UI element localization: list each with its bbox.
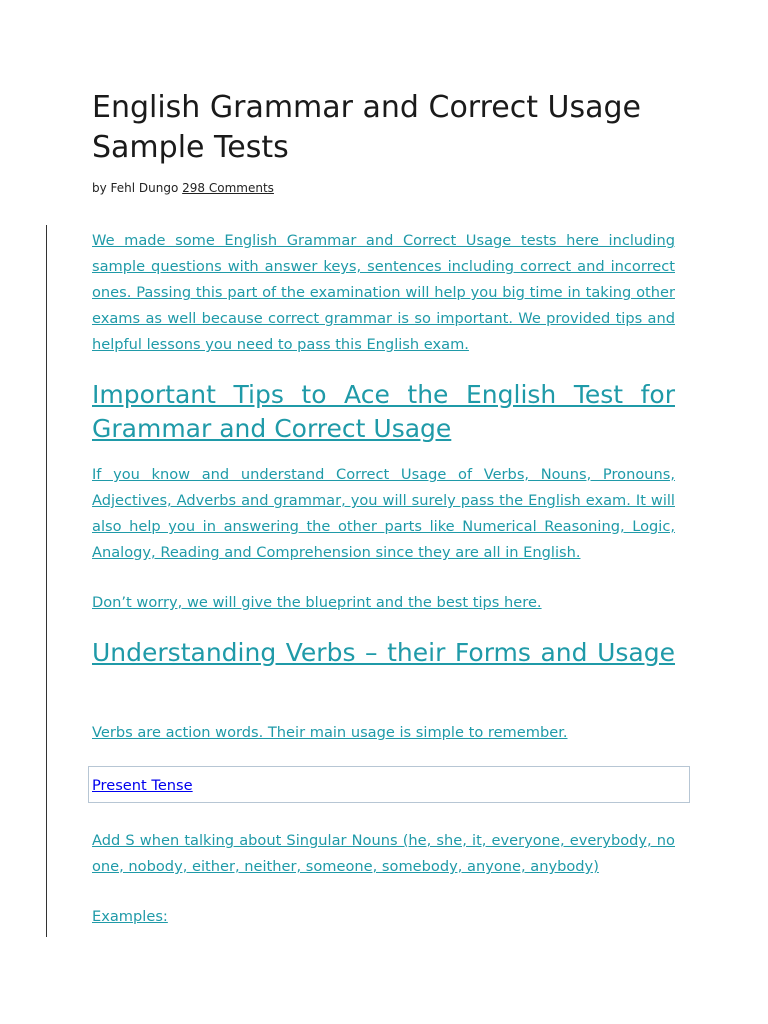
add-s-rule-link[interactable]: Add S when talking about Singular Nouns (he, she, it, everyone, everybody, no one, nobody, either, neither, someone, somebody, anyone, anybody)	[92, 832, 675, 875]
heading-tips-link[interactable]: Important Tips to Ace the English Test for Grammar and Correct Usage	[92, 380, 675, 443]
add-s-rule	[92, 828, 675, 880]
verbs-intro-link[interactable]: Verbs are action words. Their main usage is simple to remember.	[92, 724, 568, 741]
page-title: English Grammar and Correct Usage Sample Tests	[92, 90, 642, 165]
comments-link[interactable]: 298 Comments	[182, 181, 274, 195]
present-tense-box	[88, 766, 690, 803]
blueprint-link[interactable]: Don’t worry, we will give the blueprint and the best tips here.	[92, 594, 542, 611]
heading-verbs-link[interactable]: Understanding Verbs – their Forms and Usage	[92, 638, 675, 667]
examples-label	[92, 904, 675, 930]
verbs-intro	[92, 720, 675, 746]
present-tense-link[interactable]: Present Tense	[92, 777, 193, 794]
author-name: by Fehl Dungo	[92, 181, 179, 195]
present-tense-label	[92, 773, 193, 799]
examples-link[interactable]: Examples:	[92, 908, 168, 925]
intro-link[interactable]: We made some English Grammar and Correct Usage tests here including sample questions with answer keys, sentences including correct and incorrect ones. Passing this part of the examination will help you big time in taking other exams as well because correct grammar is so important. We provided tips and helpful lessons you need to pass this English exam.	[92, 232, 675, 353]
margin-rule	[46, 225, 47, 937]
heading-tips	[92, 378, 675, 445]
heading-verbs	[92, 636, 675, 670]
byline	[92, 180, 274, 196]
intro-paragraph	[92, 228, 675, 358]
tips-paragraph	[92, 462, 675, 566]
blueprint-note	[92, 590, 675, 616]
tips-link[interactable]: If you know and understand Correct Usage of Verbs, Nouns, Pronouns, Adjectives, Adverbs and grammar, you will surely pass the English exam. It will also help you in answering the other parts like Numerical Reasoning, Logic, Analogy, Reading and Comprehension since they are all in English.	[92, 466, 675, 561]
